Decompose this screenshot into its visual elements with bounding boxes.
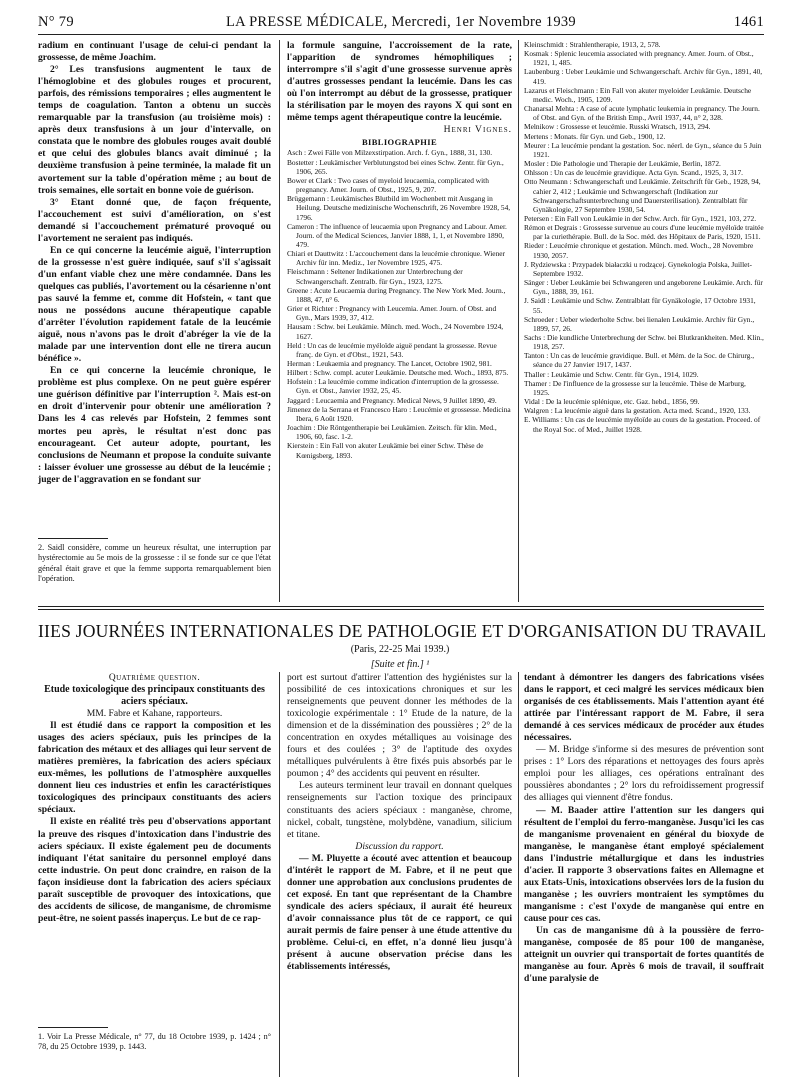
bibliography-entry: Jimenez de la Serrana et Francesco Haro : Leucémie et grossesse. Medicina Ibera, 6 Août 1920. bbox=[287, 404, 511, 423]
bibliography-entry: Thaller : Leukämie und Schw. Centr. für Gyn., 1914, 1029. bbox=[524, 369, 699, 379]
bibliography-entry: Sachs : Die kundliche Unterbrechung der Schw. bei Blutkrankheiten. Med. Klin., 1918, 257. bbox=[524, 333, 764, 352]
bibliography-entry: Grier et Richter : Pregnancy with Leucemia. Amer. Journ. of Obst. and Gyn., Mars 1939, 37, 412. bbox=[287, 304, 497, 323]
bibliography-entry: Held : Un cas de leucémie myéloïde aiguë pendant la grossesse. Revue franç. de Gyn. et d'Obst., 1921, 543. bbox=[287, 340, 497, 359]
journal-title: LA PRESSE MÉDICALE, Mercredi, 1er Novembre 1939 bbox=[226, 14, 576, 30]
bibliography-entry: Fleischmann : Seltener Indikationen zur Unterbrechung der Schwangerschaft. Zentralb. für Gyn., 1923, 1275. bbox=[287, 267, 463, 286]
section-rule bbox=[38, 609, 764, 610]
bibliography-entry: Asch : Zwei Fälle von Milzexstirpation. Arch. f. Gyn., 1888, 31, 130. bbox=[287, 148, 493, 158]
bibliography-entry: Walgren : La leucémie aiguë dans la gestation. Acta med. Scand., 1920, 133. bbox=[524, 406, 751, 416]
paragraph: 3° Etant donné que, de façon fréquente, l'accouchement est suivi d'amélioration, on s'est demandé si l'accouchement prématuré provoqué ou l'avortement ne seraient pas indiqués. bbox=[38, 196, 271, 244]
bibliography-entry: Petersen : Ein Fall von Leukämie in der Schw. Arch. für Gyn., 1921, 103, 272. bbox=[524, 213, 757, 223]
bibliography-entry: Lazarus et Fleischmann : Ein Fall von akuter myeloider Leukämie. Deutsche medic. Woch., 1905, 1209. bbox=[524, 85, 752, 104]
footnote: 2. Saidl considère, comme un heureux résultat, une interruption par hystérectomie au 5e mois de la grossesse : il se fonde sur ce que l'état général était grave et que la femme supporta remarquablement bien l'opération. bbox=[38, 543, 271, 583]
paragraph: En ce qui concerne la leucémie aiguë, l'interruption de la grossesse n'est guère indiquée, sauf s'il s'agissait d'un enfant viable chez une mère condamnée. Dans les quelques cas publiés, l'avortement ou la césarienne n'ont pas sauvé la femme et, comme dit Hofstein, « tant que nous ne possédons aucune thérapeutique capable d'arrêter l'évolution rapidement fatale de la leucémie aiguë, nous n'avons pas le droit d'abréger la vie de la malade par une intervention dont elle ne tirera aucun bénéfice ». bbox=[38, 244, 271, 365]
bibliography-entry: Hilbert : Schw. compl. acuter Leukämie. Deutsche med. Woch., 1893, 875. bbox=[287, 368, 509, 378]
paragraph: Il est étudié dans ce rapport la composition et les usages des aciers spéciaux, puis les principes de la fabrication des métaux et des alliages qui leur servent de matières premières, la fabrication des aciers spéciaux eux-mêmes, les pollutions de l'atmosphère auxquelles donnent lieu ces industries et enfin les caractéristiques toxicologiques des principaux constituants des aciers spéciaux. bbox=[38, 720, 271, 816]
bibliography-entry: J. Saidl : Leukämie und Schw. Zentralblatt für Gynäkologie, 17 Octobre 1931, 55. bbox=[524, 296, 756, 315]
bibliography-entry: Bower et Clark : Two cases of myeloid leucaemia, complicated with pregnancy. Amer. Journ. of Obst., 1925, 9, 207. bbox=[287, 175, 489, 195]
bibliography-entry: Rémon et Degrais : Grossesse survenue au cours d'une leucémie myéloïde traitée par la curiethérapie. Bull. de la Soc. méd. des Hôpitaux de Paris, 1920, 1511. bbox=[524, 223, 764, 242]
page-number: 1461 bbox=[733, 14, 764, 30]
discussion-heading: Discussion du rapport. bbox=[355, 840, 444, 852]
bibliography-entry: Kleinschmidt : Strahlentherapie, 1913, 2, 578. bbox=[524, 40, 661, 49]
paragraph: radium en continuant l'usage de celui-ci pendant la grossesse, de même Joachim. bbox=[38, 40, 271, 64]
bibliography-entry: Rieder : Leucémie chronique et gestation. Münch. med. Woch., 28 Novembre 1930, 2057. bbox=[524, 241, 754, 260]
footnote: 1. Voir La Presse Médicale, n° 77, du 18 Octobre 1939, p. 1424 ; n° 78, du 25 Octobre 1939, p. 1443. bbox=[38, 1032, 271, 1052]
bibliography-entry: Mertens : Monats. für Gyn. und Geb., 1900, 12. bbox=[524, 131, 666, 141]
page-header bbox=[38, 14, 764, 34]
bibliography-entry: Schroeder : Ueber wiederholte Schw. bei lienalen Leukämie. Archiv für Gyn., 1899, 57, 26. bbox=[524, 314, 755, 333]
bibliography-entry: Chanarsal Mehta : A case of acute lymphatic leukemia in pregnancy. The Journ. of Obst. and Gyn. of the British Emp., Avril 1937, 44, n° 2, 328. bbox=[524, 104, 760, 123]
rapporteurs: MM. Fabre et Kahane, rapporteurs. bbox=[86, 708, 223, 720]
bibliography-entry: Sänger : Ueber Leukämie bei Schwangeren und angeborene Leukämie. Arch. für Gyn., 1888, 39, 161. bbox=[524, 278, 763, 297]
paragraph: En ce qui concerne la leucémie chronique, le problème est plus complexe. On ne peut guère espérer une guérison définitive par l'interruption ². Mais est-on en droit d'intervenir pour obtenir une amélioration ? Dans les 4 cas relevés par Hofstein, 2 femmes sont mortes peu après, le résultat n'est donc pas encourageant. Cet auteur adopte, pourtant, les conclusions de Neumann et propose la conduite suivante : laisser évoluer une grossesse au début de la leucémie ; juger de l'aggravation en se fondant sur bbox=[38, 365, 271, 485]
bibliography-entry: Joachim : Die Röntgentherapie bei Leukämien. Zeitsch. für klin. Med., 1906, 60, fasc. 1-2. bbox=[287, 423, 497, 442]
paragraph: — M. Pluyette a écouté avec attention et beaucoup d'intérêt le rapport de M. Fabre, et il ne peut que donner une approbation aux conclusions prudentes de cet exposé. En tant que représentant de la Chambre syndicale des aciers spéciaux, il aurait été heureux d'avoir connaissance plus tôt de ce rapport, ce qui aurait permis de faire penser à une étude attentive du problème. Celui-ci, en effet, n'a donné lieu jusqu'à présent à aucune observation précise dans les établissements intéressés, bbox=[287, 852, 512, 973]
bibliography-entry: Greene : Acute Leucaemia during Pregnancy. The New York Med. Journ., 1888, 47, n° 6. bbox=[287, 285, 506, 304]
question-label: Quatrième question. bbox=[108, 673, 201, 683]
column-divider bbox=[518, 672, 519, 1077]
top-column-1 bbox=[38, 40, 271, 486]
bibliography-entry: Kierstein : Ein Fall von akuter Leukämie bei einer Schw. Thèse de Kœnigsberg, 1893. bbox=[287, 441, 484, 460]
bibliography-entry: Jaggard : Leucaemia and Pregnancy. Medical News, 9 Juillet 1890, 49. bbox=[287, 395, 497, 405]
paragraph: Un cas de manganisme dû à la poussière de ferro-manganèse, composée de 85 pour 100 de manganèse, atteignit un ouvrier qui transportait de fortes quantités de manganèse au four. Après 6 mois de travail, il souffrait d'une paralysie de bbox=[524, 924, 764, 985]
bibliography-entry: Bostetter : Leukämischer Verblutungstod bei eines Schw. Zentr. für Gyn., 1906, 265. bbox=[287, 157, 504, 176]
paragraph: — M. Baader attire l'attention sur les dangers qui résultent de l'emploi du ferro-manganèse. Jusqu'ici les cas de manganisme provenaient en général du bioxyde de manganèse, le manganèse étant employé spécialement dans l'industrie métallurgique et dans les industries d'acier. Il rapporte 3 observations faites en Allemagne et aux Etats-Unis, intoxications observées lors de la fusion du manganèse ; les ouvriers montraient les symptômes du manganisme : c'est l'oxyde de manganèse qui entre en cause pour ces cas. bbox=[524, 804, 764, 924]
bibliography-entry: E. Williams : Un cas de leucémie myéloïde au cours de la gestation. Proceed. of the Royal Soc. of Med., Juillet 1928. bbox=[524, 415, 761, 434]
author-signature: Henri Vignes. bbox=[443, 124, 512, 136]
top-column-3 bbox=[524, 40, 764, 434]
bottom-column-3 bbox=[524, 672, 764, 985]
bottom-column-2 bbox=[287, 672, 512, 973]
bibliography-entry: Kosmak : Splenic leucemia associated with pregnancy. Amer. Journ. of Obst., 1921, 1, 485. bbox=[524, 49, 754, 68]
column-divider bbox=[518, 40, 519, 602]
bibliography-list bbox=[287, 148, 512, 459]
bibliography-entry: Otto Neumann : Schwangerschaft und Leukämie. Zeitschrift für Geb., 1928, 94, cahier 2, 412 ; Leukämie und Schwangerschaft (Indikation zur Schwangerschaftsunterbrechung und Dauersterilisation). Zentralblatt für Gynäkologie, 27 Septembre 1930, 54. bbox=[524, 177, 761, 214]
paragraph: Il existe en réalité très peu d'observations apportant la preuve des risques d'intoxication dans l'industrie des aciers spéciaux. Il existe également peu de documents indiquant l'état sanitaire du personnel employé dans cette industrie. On peut donc craindre, en raison de la façon insidieuse dont la fabrication des aciers spéciaux paraît susceptible de provoquer des intoxications, que des accidents de silicose, de manganisme, de chromisme peut-être, ne soient passés inaperçus. Le but de ce rap- bbox=[38, 816, 271, 924]
bibliography-entry: Herman : Leukaemia and pregnancy. The Lancet, Octobre 1902, 981. bbox=[287, 359, 492, 369]
issue-number: N° 79 bbox=[38, 14, 74, 30]
bibliography-entry: Tanton : Un cas de leucémie gravidique. Bull. et Mém. de la Soc. de Chirurg., séance du 27 Janvier 1917, 1437. bbox=[524, 351, 755, 370]
paragraph: tendant à démontrer les dangers des fabrications visées dans le rapport, et ceci malgré les services médicaux bien organisés de ces établissements. Mais l'attention ayant été attirée par l'intéressant rapport de M. Fabre, il sera demandé à ces services médicaux de procéder aux études nécessaires. bbox=[524, 672, 764, 744]
report-title: Etude toxicologique des principaux constituants des aciers spéciaux. bbox=[44, 684, 265, 708]
footnote-rule bbox=[38, 538, 108, 539]
bibliography-entry: J. Rydziewska : Przypadek białaczki u rodzącej. Gynekologia Polska, Juillet-Septembre 1932. bbox=[524, 259, 752, 278]
top-column-2 bbox=[287, 40, 512, 460]
paragraph: 2° Les transfusions augmentent le taux de l'hémoglobine et des globules rouges et procurent, parfois, des rémissions temporaires ; elles augmentent le temps de coagulation. Tanton a obtenu un succès remarquable par la transfusion (au troisième mois) : après deux transfusions à un jour d'intervalle, on constata que le nombre des globules rouges avait doublé et que celui des globules blancs avait diminué ; la deuxième transfusion à peine terminée, la malade fit un avortement sur la table d'opération même ; au bout de trois semaines, elle sortait en bonne voie de guérison. bbox=[38, 64, 271, 196]
bibliography-entry: Thamer : De l'influence de la grossesse sur la leucémie. Thèse de Marburg, 1925. bbox=[524, 378, 746, 397]
bottom-column-1 bbox=[38, 672, 271, 925]
bibliography-entry: Vidal : De la leucémie splénique, etc. Gaz. hebd., 1856, 99. bbox=[524, 397, 700, 407]
section-continued: [Suite et fin.] ¹ bbox=[370, 659, 430, 670]
bibliography-entry: Melnikow : Grossesse et leucémie. Russki Wratsch, 1913, 294. bbox=[524, 122, 711, 132]
bibliography-entry: Brüggemann : Leukämisches Blutbild im Wochenbett mit Ausgang in Heilung. Deutsche medizinische Wochenschrift, 26 Novembre 1928, 54, 1796. bbox=[287, 194, 511, 222]
section-location: (Paris, 22-25 Mai 1939.) bbox=[350, 644, 450, 655]
header-rule bbox=[38, 34, 764, 35]
bibliography-entry: Laubenburg : Ueber Leukämie und Schwangerschaft. Archiv für Gyn., 1891, 40, 419. bbox=[524, 67, 763, 86]
section-rule bbox=[38, 606, 764, 607]
bibliography-entry: Cameron : The influence of leucaemia upon Pregnancy and Labour. Amer. Journ. of the Medical Sciences, Janvier 1888, 1, 1, et Novembre 1890, 479. bbox=[287, 221, 507, 249]
bibliography-list bbox=[524, 40, 764, 434]
bibliography-entry: Ohlsson : Un cas de leucémie gravidique. Acta Gyn. Scand., 1925, 3, 317. bbox=[524, 168, 744, 178]
section-title: IIES JOURNÉES INTERNATIONALES DE PATHOLOGIE ET D'ORGANISATION DU TRAVAIL bbox=[38, 621, 767, 641]
column-divider bbox=[279, 40, 280, 602]
column-divider bbox=[279, 672, 280, 1077]
paragraph: — M. Bridge s'informe si des mesures de prévention sont prises : 1° Lors des réparations et nettoyages des fours après emploi pour les alliages, ces opérations entraînant des poussières abondantes ; 2° lors du refroidissement progressif des alliages qui viennent d'être fondus. bbox=[524, 744, 764, 804]
paragraph: la formule sanguine, l'accroissement de la rate, l'apparition de syndromes hémophiliques ; interrompre s'il s'agit d'une grossesse survenue après d'autres grossesses pendant la leucémie. Dans les cas où l'on interrompt au début de la grossesse, pratiquer la stérilisation par le moyen des rayons X qui sont en même temps agent thérapeutique contre la leucémie. bbox=[287, 40, 512, 124]
paragraph: port est surtout d'attirer l'attention des hygiénistes sur la possibilité de ces intoxications chroniques et sur les renseignements que peuvent donner les méthodes de la toxicologie expérimentale : 1° Etude de la nature, de la dimension et de la dissémination des poussières ; 2° de la concentration en oxydes métalliques au voisinage des fours et des coulées ; 3° de l'aptitude des oxydes métalliques pulvérulents à être fixés puis absorbés par le poumon ; 4° des accidents qui peuvent en résulter. bbox=[287, 672, 512, 780]
footnote-rule bbox=[38, 1027, 108, 1028]
bibliography-entry: Hofstein : La leucémie comme indication d'interruption de la grossesse. Gyn. et Obst., Janvier 1932, 25, 45. bbox=[287, 377, 499, 396]
bibliography-entry: Mosler : Die Pathologie und Therapie der Leukämie, Berlin, 1872. bbox=[524, 159, 721, 169]
bibliography-entry: Meurer : La leucémie pendant la gestation. Soc. néerl. de Gyn., séance du 5 Juin 1921. bbox=[524, 140, 762, 159]
bibliography-heading: BIBLIOGRAPHIE bbox=[361, 137, 438, 148]
paragraph: Les auteurs terminent leur travail en donnant quelques renseignements sur l'action toxique des principaux constituants des aciers spéciaux : manganèse, chrome, nickel, cobalt, tungstène, molybdène, vanadium, silicium et titane. bbox=[287, 780, 512, 840]
bibliography-entry: Hausam : Schw. bei Leukämie. Münch. med. Woch., 24 Novembre 1924, 1627. bbox=[287, 322, 504, 341]
bibliography-entry: Chiari et Dauttwitz : L'accouchement dans la leucémie chronique. Wiener Archiv für inn. Mediz., 1er Novembre 1925, 475. bbox=[287, 249, 506, 268]
